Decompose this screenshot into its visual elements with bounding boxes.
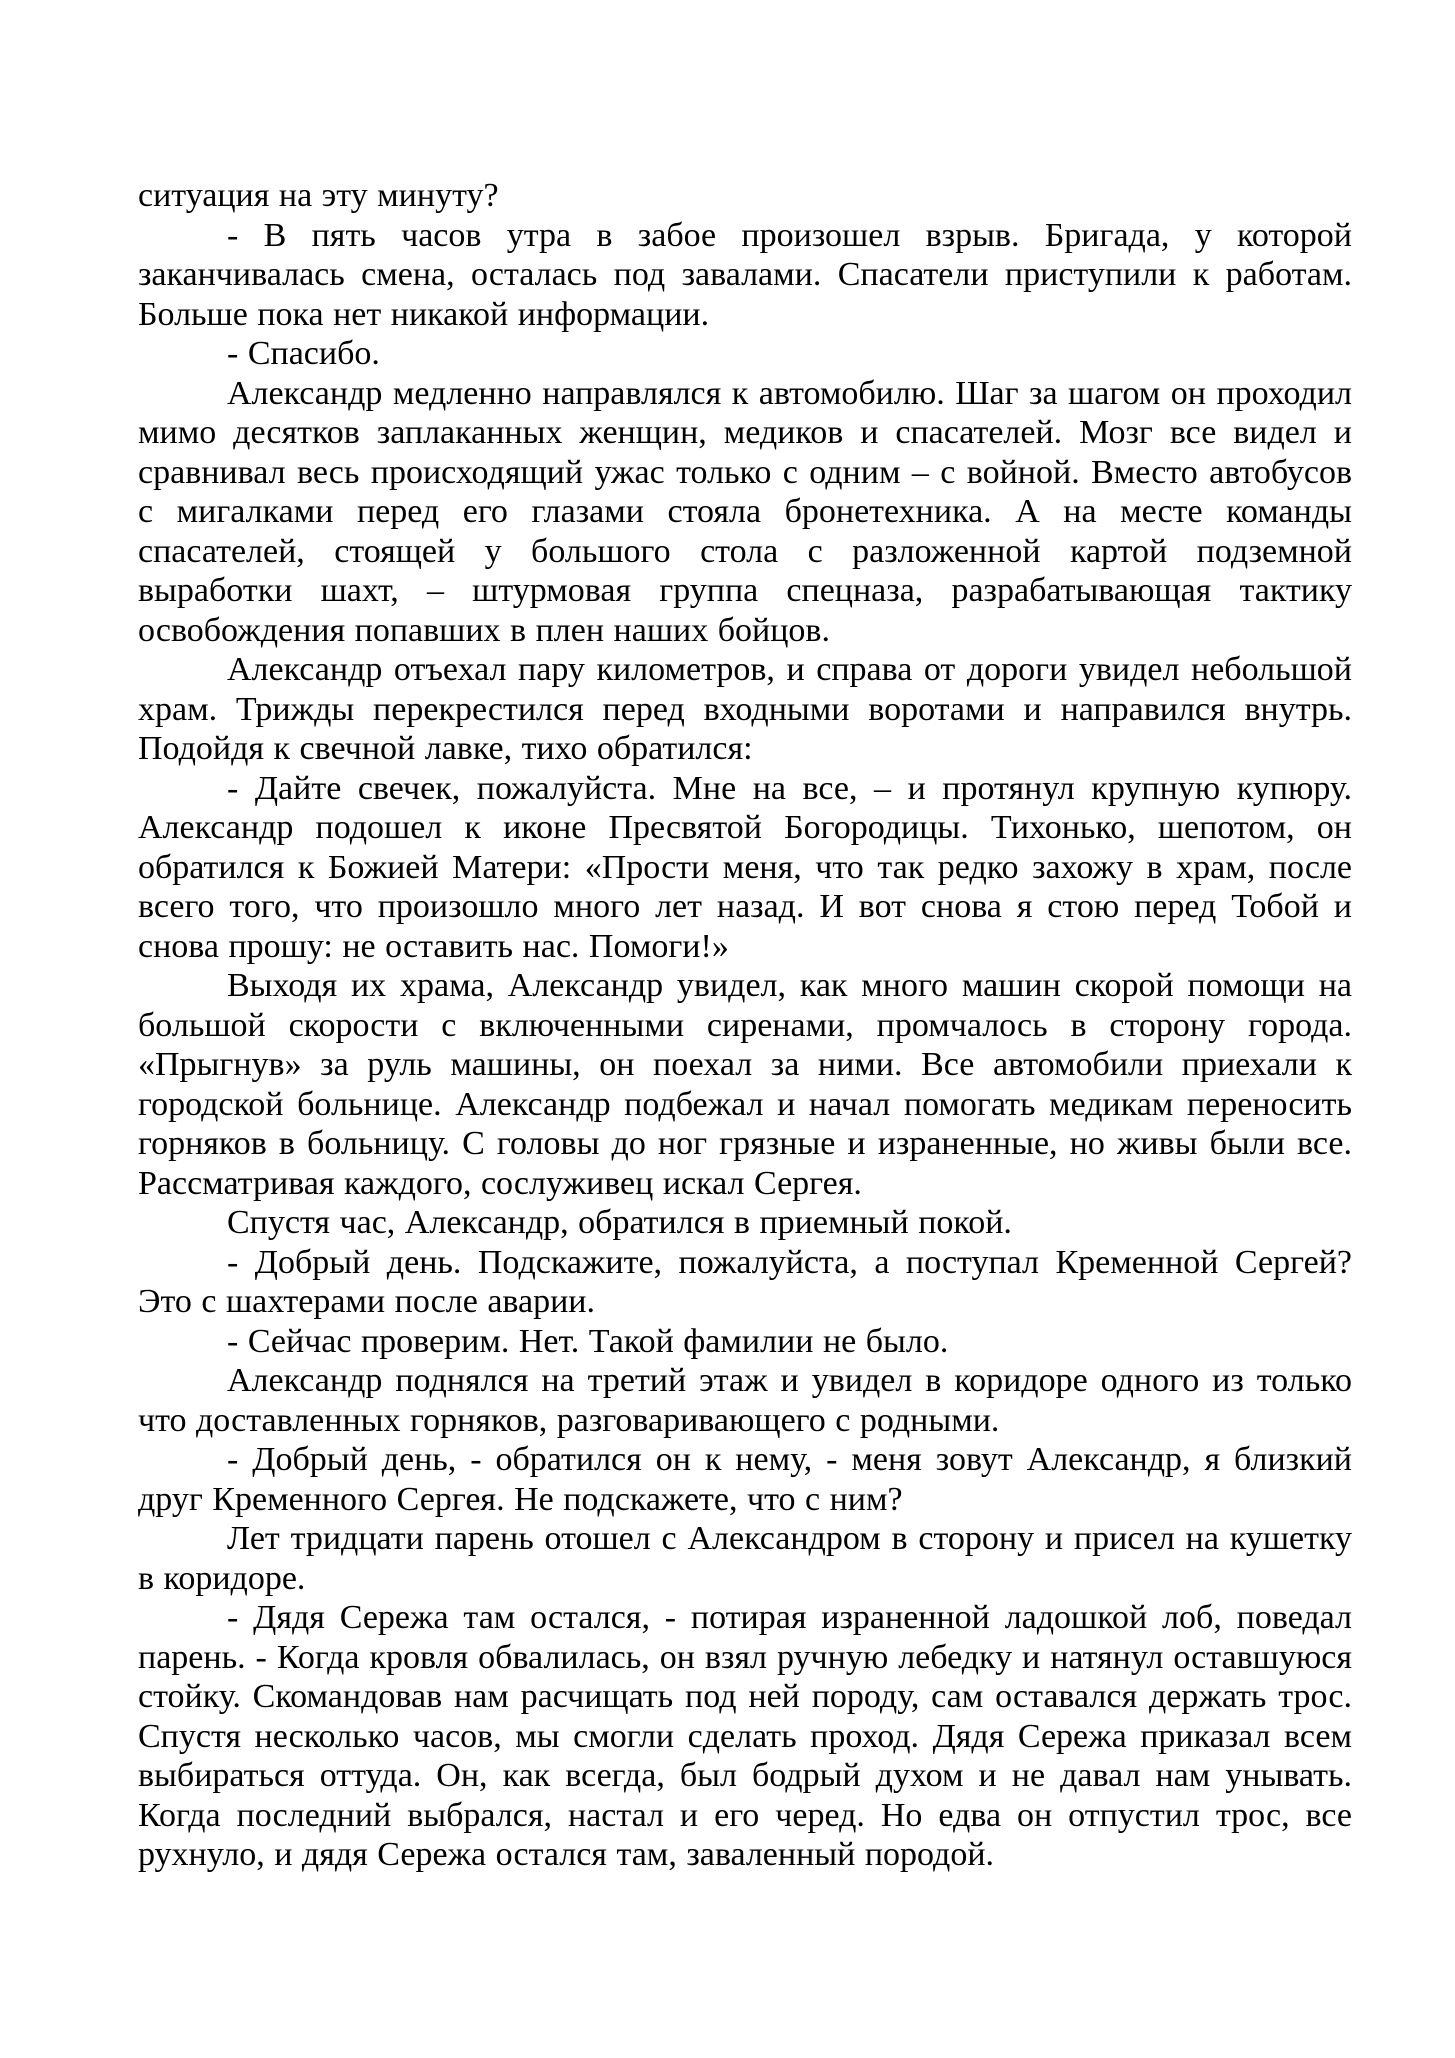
paragraph-10: - Сейчас проверим. Нет. Такой фамилии не было. xyxy=(227,1322,949,1360)
paragraph-9: - Добрый день. Подскажите, пожалуйста, а поступал Кременной Сергей? Это с шахтерами после аварии. xyxy=(138,1243,1352,1320)
paragraph-7: Выходя их храма, Александр увидел, как много машин скорой помощи на большой скорости с включенными сиренами, промчалось в сторону города. «Прыгнув» за руль машины, он поехал за ними. Все автомобили приехали к городской больнице. Александр подбежал и начал помогать медикам переносить горняков в больницу. С головы до ног грязные и израненные, но живы были все. Рассматривая каждого, сослуживец искал Сергея. xyxy=(138,967,1352,1202)
paragraph-1: ситуация на эту минуту? xyxy=(138,177,499,214)
paragraph-6: - Дайте свечек, пожалуйста. Мне на все, – и протянул крупную купюру. Александр подошел к иконе Пресвятой Богородицы. Тихонько, шепотом, он обратился к Божией Матери: «Прости меня, что так редко захожу в храм, после всего того, что произошло много лет назад. И вот снова я стою перед Тобой и снова прошу: не оставить нас. Помоги!» xyxy=(138,769,1352,965)
paragraph-13: Лет тридцати парень отошел с Александром в сторону и присел на кушетку в коридоре. xyxy=(138,1520,1352,1597)
paragraph-8: Спустя час, Александр, обратился в приемный покой. xyxy=(227,1204,1012,1241)
paragraph-4: Александр медленно направлялся к автомобилю. Шаг за шагом он проходил мимо десятков заплаканных женщин, медиков и спасателей. Мозг все видел и сравнивал весь происходящий ужас только с одним – с войной. Вместо автобусов с мигалками перед его глазами стояла бронетехника. А на месте команды спасателей, стоящей у большого стола с разложенной картой подземной выработки шахт, – штурмовая группа спецназа, разрабатывающая тактику освобождения попавших в плен наших бойцов. xyxy=(138,374,1352,649)
paragraph-12: - Добрый день, - обратился он к нему, - меня зовут Александр, я близкий друг Кременного Сергея. Не подскажете, что с ним? xyxy=(138,1441,1352,1518)
paragraph-11: Александр поднялся на третий этаж и увидел в коридоре одного из только что доставленных горняков, разговаривающего с родными. xyxy=(138,1362,1352,1439)
paragraph-3: - Спасибо. xyxy=(227,335,380,372)
paragraph-2: - В пять часов утра в забое произошел взрыв. Бригада, у которой заканчивалась смена, осталась под завалами. Спасатели приступили к работам. Больше пока нет никакой информации. xyxy=(138,216,1352,333)
paragraph-5: Александр отъехал пару километров, и справа от дороги увидел небольшой храм. Трижды перекрестился перед входными воротами и направился внутрь. Подойдя к свечной лавке, тихо обратился: xyxy=(138,651,1352,767)
paragraph-14: - Дядя Сережа там остался, - потирая израненной ладошкой лоб, поведал парень. - Когда кровля обвалилась, он взял ручную лебедку и натянул оставшуюся стойку. Скомандовав нам расчищать под ней породу, сам оставался держать трос. Спустя несколько часов, мы смогли сделать проход. Дядя Сережа приказал всем выбираться оттуда. Он, как всегда, был бодрый духом и не давал нам унывать. Когда последний выбрался, настал и его черед. Но едва он отпустил трос, все рухнуло, и дядя Сережа остался там, заваленный породой. xyxy=(138,1599,1352,1873)
